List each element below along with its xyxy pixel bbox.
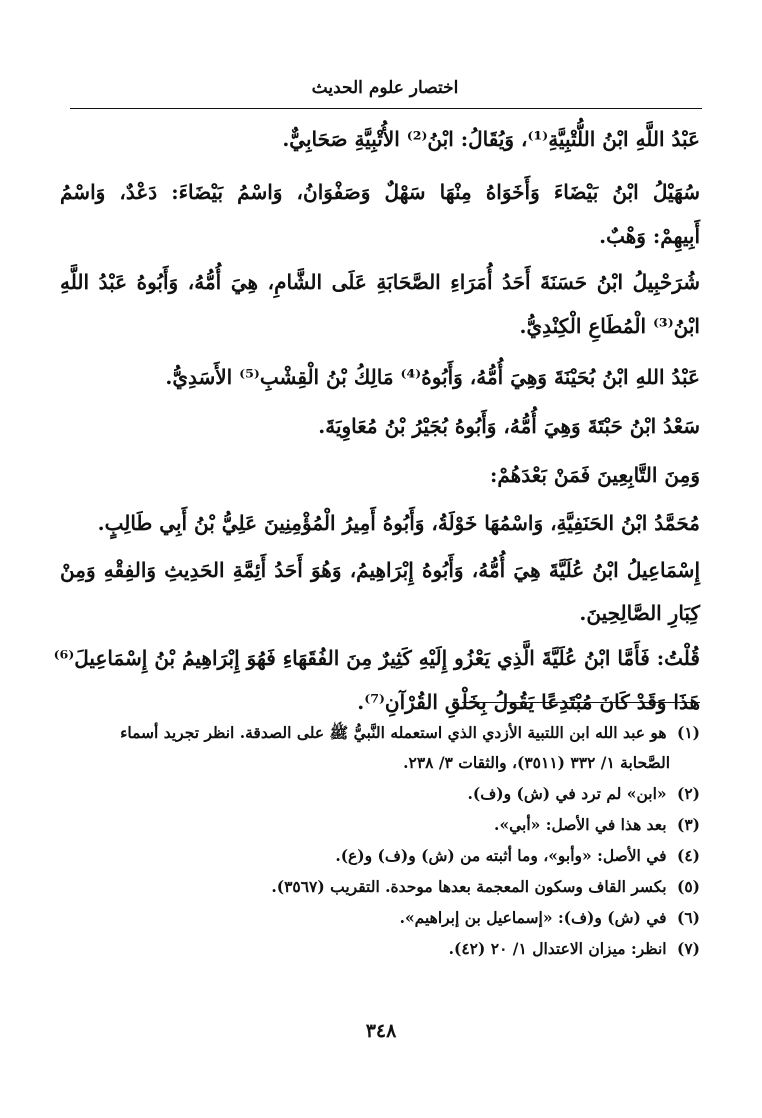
footnote-text: بكسر القاف وسكون المعجمة بعدها موحدة. التقريب (٣٥٦٧). (271, 877, 667, 896)
body-line: وَمِنَ التَّابِعِينَ فَمَنْ بَعْدَهُمْ: (489, 463, 700, 487)
footnote-text: في الأصل: «وأبو»، وما أثبته من (ش) و(ف) و(ع). (335, 846, 667, 865)
footnote-text: هو عبد الله ابن اللتبية الأزدي الذي استعمله النَّبيُّ ﷺ على الصدقة. انظر تجريد أسماء (120, 723, 667, 742)
footnote (60, 846, 700, 865)
footnote-text: «ابن» لم ترد في (ش) و(ف). (467, 784, 667, 803)
body-line: عَبْدُ اللَّهِ ابْنُ اللُّتْبِيَّةِ⁽¹⁾، وَيُقَالُ: ابْنُ⁽²⁾ الأُتْبِيَّةِ صَحَابِيٌّ. (282, 127, 700, 151)
body-line: أَبِيهِمْ: وَهْبٌ. (599, 224, 700, 248)
body-line: مُحَمَّدُ ابْنُ الحَنَفِيَّةِ، وَاسْمُهَا خَوْلَةُ، وَأَبُوهُ أَمِيرُ الْمُؤْمِنِينَ عَلِيُّ بْنُ أَبِي طَالِبٍ. (97, 511, 700, 535)
footnote-number: (٢) (676, 784, 700, 803)
footnote-text: بعد هذا في الأصل: «أبي». (494, 815, 667, 834)
footnote-number: (٣) (676, 815, 700, 834)
footnote (60, 723, 700, 746)
footnote (60, 877, 700, 896)
footnote-text: في (ش) و(ف): «إسماعيل بن إبراهيم». (399, 908, 667, 927)
body-line: سَعْدُ ابْنُ حَبْتَةَ وَهِيَ أُمُّهُ، وَأَبُوهُ بُجَيْرُ بْنُ مُعَاوِيَةَ. (318, 414, 700, 438)
body-line: سُهَيْلُ ابْنُ بَيْضَاءَ وَأَخَوَاهُ مِنْهَا سَهْلٌ وَصَفْوَانُ، وَاسْمُ بَيْضَاءَ: دَعْدٌ، وَاسْمُ (60, 180, 700, 204)
page-number: ٣٤٨ (365, 1020, 397, 1042)
footnote (60, 784, 700, 803)
body-line: قُلْتُ: فَأَمَّا ابْنُ عُلَيَّةَ الَّذِي يَعْزُو إِلَيْهِ كَثِيرٌ مِنَ الفُقَهَاءِ فَهُوَ إِبْرَاهِيمُ بْنُ إِسْمَاعِيلَ⁽⁶⁾ (53, 646, 700, 670)
footnote-number: (٤) (676, 846, 700, 865)
header-rule (70, 108, 702, 109)
footnote-text: انظر: ميزان الاعتدال ١/ ٢٠ (٤٢). (448, 939, 667, 958)
footnote (60, 939, 700, 958)
body-line: شُرَحْبِيلُ ابْنُ حَسَنَةَ أَحَدُ أُمَرَاءِ الصَّحَابَةِ عَلَى الشَّامِ، هِيَ أُمُّهُ، وَأَبُوهُ عَبْدُ اللَّهِ (60, 270, 700, 294)
body-line: إِسْمَاعِيلُ ابْنُ عُلَيَّةَ هِيَ أُمُّهُ، وَأَبُوهُ إِبْرَاهِيمُ، وَهُوَ أَحَدُ أَئِمَّةِ الحَدِيثِ وَالفِقْهِ وَمِنْ (60, 558, 700, 582)
body-line: كِبَارِ الصَّالِحِينَ. (579, 601, 700, 625)
footnote-number: (٧) (676, 939, 700, 958)
footnote-rule (462, 702, 700, 703)
body-line: ابْنُ⁽³⁾ الْمُطَاعِ الْكِنْدِيُّ. (519, 314, 700, 338)
running-header: اختصار علوم الحديث (311, 78, 459, 98)
footnote-number: (٦) (676, 908, 700, 927)
footnote (60, 908, 700, 927)
body-line: عَبْدُ اللهِ ابْنُ بُحَيْنَةَ وَهِيَ أُمُّهُ، وَأَبُوهُ⁽⁴⁾ مَالِكُ بْنُ الْقِشْبِ⁽⁵⁾ الأَسَدِيُّ. (165, 365, 700, 389)
body-line: هَذَا وَقَدْ كَانَ مُبْتَدِعًا يَقُولُ بِخَلْقِ القُرْآنِ⁽⁷⁾. (357, 690, 700, 714)
footnote (60, 815, 700, 834)
footnote-number: (١) (676, 723, 700, 742)
footnote-continuation: الصَّحابة ١/ ٣٣٢ (٣٥١١)، والثقات ٣/ ٢٣٨. (403, 753, 670, 772)
footnote-number: (٥) (676, 877, 700, 896)
